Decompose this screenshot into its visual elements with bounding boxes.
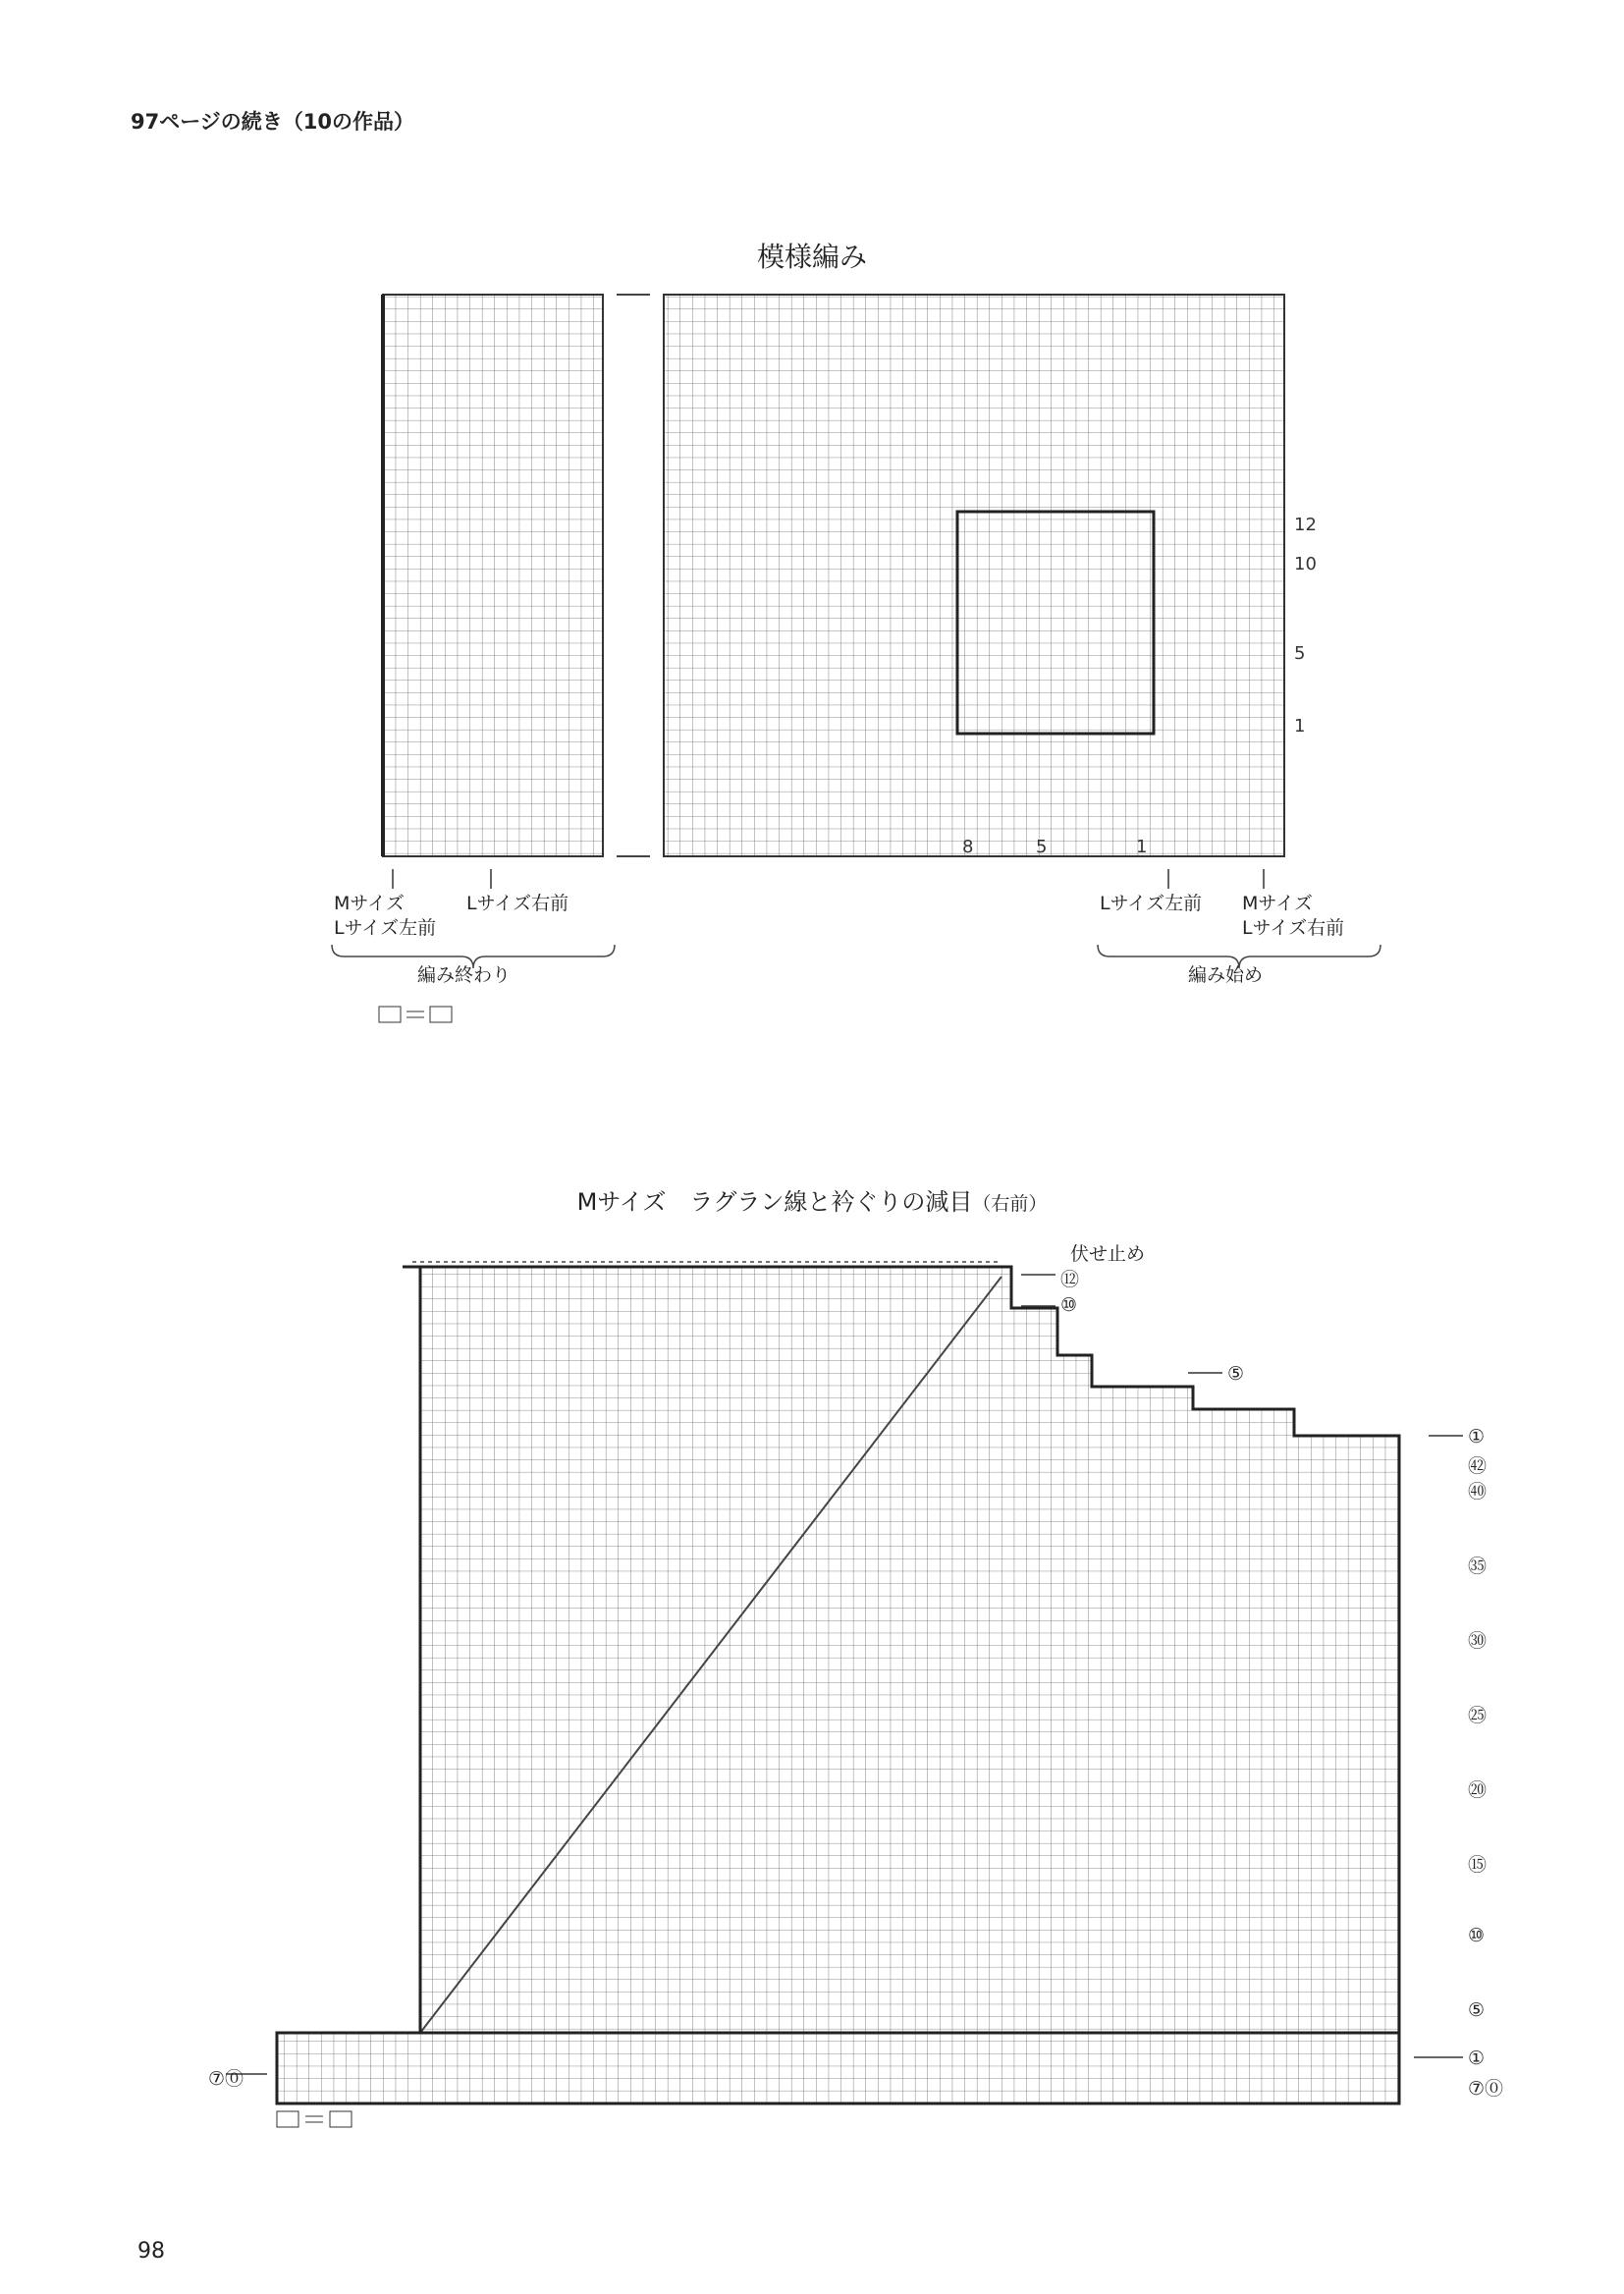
page-number: 98 <box>137 2239 165 2264</box>
row-label: 12 <box>1294 515 1317 535</box>
pattern-title: 模様編み <box>756 241 867 273</box>
bind-off-label: 伏せ止め <box>1070 1243 1146 1265</box>
row-mark: ⑤ <box>1227 1363 1245 1385</box>
row-mark: ⑳ <box>1468 1779 1488 1801</box>
stitch-label: 1 <box>1136 837 1148 857</box>
row-mark: ⑩ <box>1468 1925 1486 1946</box>
row-mark: ⑩ <box>1060 1294 1078 1316</box>
l-left-label: Lサイズ左前 <box>1100 893 1203 914</box>
row-mark: ⑫ <box>1060 1269 1080 1290</box>
m-size-label: Mサイズ <box>1242 893 1313 914</box>
row-mark: ㉚ <box>1468 1630 1488 1652</box>
row-mark: ㊷ <box>1468 1455 1488 1477</box>
row-mark: ⑦⓪ <box>208 2068 244 2090</box>
pattern-grid-right <box>664 295 1284 856</box>
row-label: 5 <box>1294 643 1306 664</box>
row-mark: ㉟ <box>1468 1556 1488 1577</box>
l-right-label: Lサイズ右前 <box>1242 917 1345 939</box>
row-label: 1 <box>1294 716 1306 737</box>
m-size-label: Mサイズ <box>334 893 405 914</box>
stitch-label: 5 <box>1036 837 1048 857</box>
raglan-title: Mサイズ ラグラン線と衿ぐりの減目（右前） <box>576 1188 1048 1216</box>
legend-box <box>379 1007 401 1022</box>
pattern-grid-left <box>383 295 603 856</box>
row-mark: ⑤ <box>1468 1999 1486 2021</box>
stitch-label: 8 <box>962 837 974 857</box>
row-mark: ㉕ <box>1468 1705 1488 1726</box>
row-mark: ㊵ <box>1468 1481 1488 1502</box>
start-label: 編み始め <box>1188 964 1264 986</box>
raglan-grid <box>403 1267 1399 2033</box>
row-mark: ⑮ <box>1468 1854 1488 1876</box>
l-right-label: Lサイズ右前 <box>466 893 569 914</box>
row-label: 10 <box>1294 554 1317 574</box>
end-label: 編み終わり <box>417 964 512 986</box>
page-header: 97ページの続き（10の作品） <box>131 110 415 134</box>
row-mark: ⑦⓪ <box>1468 2078 1504 2100</box>
row-mark: ① <box>1468 2048 1486 2069</box>
legend-box <box>277 2111 298 2127</box>
row-mark: ① <box>1468 1426 1486 1447</box>
l-left-label: Lサイズ左前 <box>334 917 437 939</box>
